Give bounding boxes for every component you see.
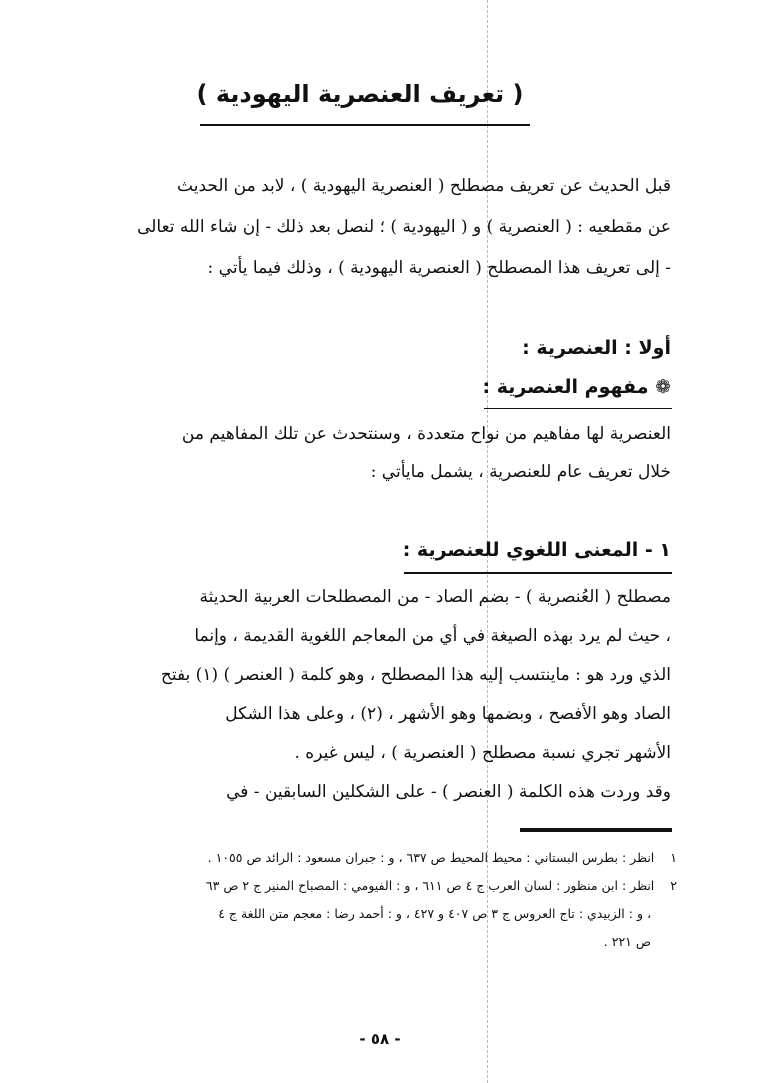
concept-line-2: خلال تعريف عام للعنصرية ، يشمل مايأتي : [370, 462, 671, 482]
footnote-text: ص ٢٢١ . [603, 934, 651, 949]
linguistic-line-2: ، حيث لم يرد بهذه الصيغة في أي من المعاجم اللغوية القديمة ، وإنما [194, 626, 671, 646]
subheading-underline [484, 408, 672, 409]
footnote-text: انظر : بطرس البستاني : محيط المحيط ص ٦٣٧ ، و : جبران مسعود : الرائد ص ١٠٥٥ . [207, 850, 655, 865]
linguistic-paragraph [72, 578, 671, 812]
page-title: ( تعريف العنصرية اليهودية ) [196, 80, 524, 108]
footnote-2-continued [70, 900, 677, 928]
footnote-separator [520, 828, 672, 832]
page-number: - ٥٨ - [359, 1030, 401, 1048]
concept-paragraph [72, 415, 671, 491]
linguistic-line-4: الصاد وهو الأفصح ، وبضمها وهو الأشهر ، (٢) ، وعلى هذا الشكل [225, 704, 671, 724]
footnotes [70, 844, 677, 956]
footnote-number: ٢ [670, 878, 677, 893]
linguistic-line-6: وقد وردت هذه الكلمة ( العنصر ) - على الشكلين السابقين - في [226, 782, 671, 802]
footnote-text: انظر : ابن منظور : لسان العرب ج ٤ ص ٦١١ ، و : الفيومي : المصباح المنير ج ٢ ص ٦٣ [205, 878, 655, 893]
footnote-1 [70, 844, 677, 872]
linguistic-heading-underline [404, 572, 672, 574]
section-heading: أولا : العنصرية : [522, 337, 671, 359]
intro-line-1: قبل الحديث عن تعريف مصطلح ( العنصرية اليهودية ) ، لابد من الحديث [177, 176, 671, 196]
concept-line-1: العنصرية لها مفاهيم من نواح متعددة ، وسنتحدث عن تلك المفاهيم من [181, 424, 671, 444]
intro-paragraph [72, 166, 671, 289]
linguistic-line-1: مصطلح ( العُنصرية ) - بضم الصاد - من المصطلحات العربية الحديثة [199, 587, 671, 607]
linguistic-line-5: الأشهر تجري نسبة مصطلح ( العنصرية ) ، ليس غيره . [294, 743, 671, 763]
intro-line-2: عن مقطعيه : ( العنصرية ) و ( اليهودية ) ؛ لنصل بعد ذلك - إن شاء الله تعالى [137, 217, 671, 237]
footnote-2 [70, 872, 677, 900]
intro-line-3: - إلى تعريف هذا المصطلح ( العنصرية اليهودية ) ، وذلك فيما يأتي : [207, 258, 671, 278]
footnote-text: ، و : الزبيدي : تاج العروس ج ٣ ص ٤٠٧ و ٤٢٧ ، و : أحمد رضا : معجم متن اللغة ج ٤ [218, 906, 651, 921]
linguistic-heading: ١ - المعنى اللغوي للعنصرية : [402, 539, 671, 561]
linguistic-line-3: الذي ورد هو : ماينتسب إليه هذا المصطلح ، وهو كلمة ( العنصر ) (١) بفتح [160, 665, 671, 685]
subheading: ❁ مفهوم العنصرية : [482, 376, 671, 398]
title-underline [200, 124, 530, 126]
footnote-number: ١ [670, 850, 677, 865]
footnote-2-continued [70, 928, 677, 956]
